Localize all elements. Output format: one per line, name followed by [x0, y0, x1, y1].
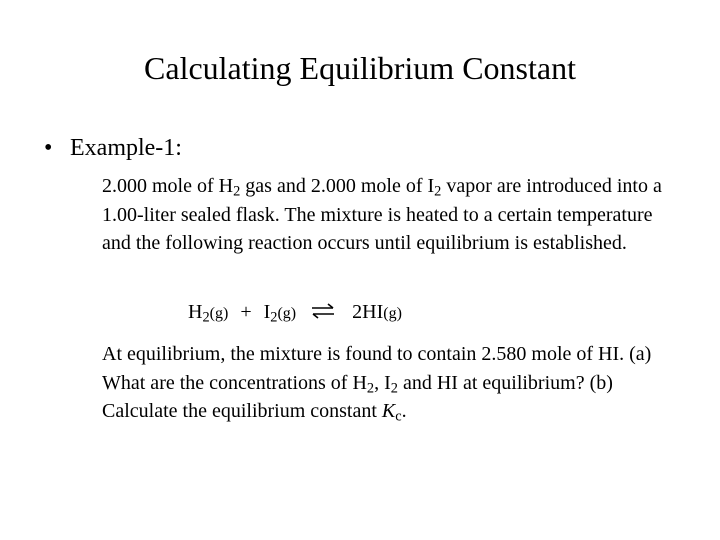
k-symbol: K: [381, 400, 396, 422]
plus-sign: +: [240, 301, 252, 323]
reactant-i2: [263, 301, 297, 326]
subscript: 2: [434, 183, 442, 200]
subscript: c: [395, 408, 402, 425]
subscript: 2: [233, 183, 241, 200]
question-text-1: At equilibrium, the mixture is found to contain 2.580 mole of HI. (a) What are the concentrations of H: [102, 343, 652, 394]
subscript: 2: [390, 380, 398, 397]
reactant-symbol: I: [263, 301, 271, 323]
reaction-equation: [188, 298, 402, 328]
state-label: (g): [383, 305, 402, 322]
state-label: (g): [277, 305, 297, 322]
question-text-3: and HI at equilibrium? (b) Calculate the equilibrium constant: [102, 371, 613, 422]
subscript: 2: [202, 309, 210, 326]
bullet-icon: •: [44, 135, 53, 161]
reactant-symbol: H: [188, 301, 203, 323]
question-statement: [102, 340, 682, 426]
problem-statement: [102, 172, 682, 258]
subscript: 2: [270, 309, 278, 326]
slide-title: Calculating Equilibrium Constant: [144, 50, 576, 86]
problem-text-3: vapor are introduced into a 1.00-liter sealed flask. The mixture is heated to a certain temperature and the following reaction occurs until equilibrium is established.: [102, 175, 662, 254]
state-label: (g): [209, 305, 229, 322]
product-hi: [352, 301, 402, 323]
question-text-2: , I: [374, 371, 391, 394]
subscript: 2: [366, 380, 375, 397]
period: .: [401, 400, 407, 422]
reactant-h2: [188, 301, 229, 326]
product-symbol: 2HI: [352, 301, 384, 323]
problem-text-1: 2.000 mole of H: [102, 175, 234, 197]
problem-text-2: gas and 2.000 mole of I: [240, 175, 435, 197]
bullet-item: [44, 132, 182, 164]
equilibrium-arrows-icon: [311, 299, 335, 327]
example-label: Example-1:: [70, 135, 182, 161]
